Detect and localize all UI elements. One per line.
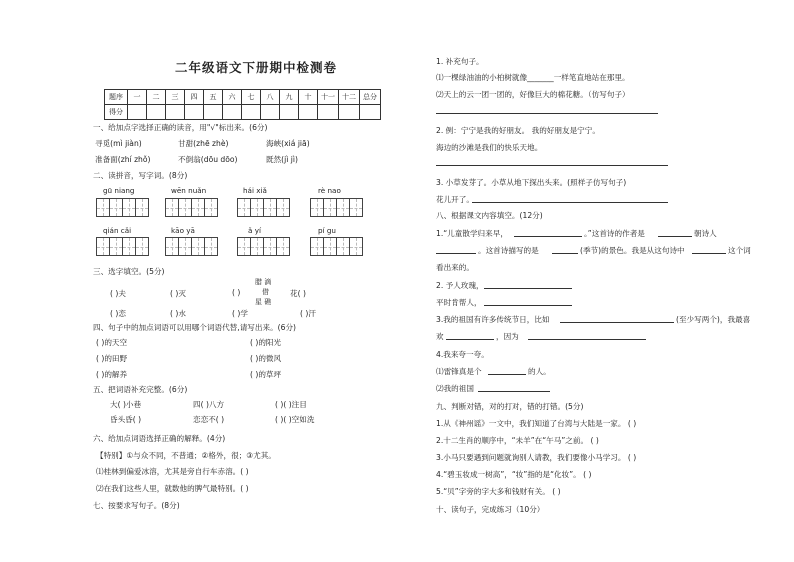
s1-item[interactable]: 不倒翁(dōu dōo) (178, 155, 238, 164)
fill-blank[interactable]: ( )汗 (300, 309, 316, 318)
table-cell: 四 (185, 90, 204, 105)
judge-item[interactable]: 4.“碧玉妆成一树高”，“妆”指的是“化妆”。 ( ) (436, 470, 592, 479)
answer-line[interactable] (552, 253, 578, 254)
pinyin-label: rè nao (318, 186, 341, 195)
fill-blank[interactable]: ( )( )空如洗 (275, 415, 315, 424)
answer-line[interactable] (484, 288, 572, 289)
section-9-heading: 九、判断对错，对的打对，错的打错。(5分) (436, 402, 584, 411)
pinyin-label: qián cǎi (103, 226, 132, 235)
s8-text: 1.“儿童散学归来早， (436, 229, 508, 238)
table-cell: 十 (299, 90, 318, 105)
table-cell: 七 (242, 90, 261, 105)
fill-blank[interactable]: ( )的阳光 (250, 338, 282, 347)
r2-heading: 2. 例：宁宁是我的好朋友。 我的好朋友是宁宁。 (436, 126, 600, 135)
s8-text: (季节)的景色。我是从这句诗中 (580, 246, 685, 255)
s6-item[interactable]: ⑵在我们这些人里，就数他的脾气最特别。( ) (96, 484, 249, 493)
score-input-cell[interactable] (204, 105, 223, 120)
table-cell: 五 (204, 90, 223, 105)
table-cell: 十二 (339, 90, 360, 105)
score-input-cell[interactable] (223, 105, 242, 120)
score-value-row (105, 105, 381, 120)
table-cell: 总分 (360, 90, 381, 105)
r1-heading: 1. 补充句子。 (436, 57, 484, 66)
fill-blank[interactable]: ( )学 (232, 309, 248, 318)
table-cell: 六 (223, 90, 242, 105)
writing-grid[interactable] (96, 237, 149, 256)
fill-blank[interactable]: ( )的微风 (250, 354, 282, 363)
s8-text: 2. 予人玫瑰， (436, 281, 484, 290)
s8-text: 看出来的。 (436, 263, 474, 272)
writing-grid[interactable] (165, 198, 218, 217)
s1-item[interactable]: 既然(jì jì) (266, 155, 298, 164)
answer-line[interactable] (472, 202, 668, 203)
answer-line[interactable] (488, 374, 526, 375)
s8-text: ⑴雷锋真是个 (436, 367, 482, 376)
score-input-cell[interactable] (166, 105, 185, 120)
section-2-heading: 二、读拼音，写字词。(8分) (93, 171, 188, 180)
fill-blank[interactable]: ( )水 (170, 309, 186, 318)
writing-grid[interactable] (237, 198, 290, 217)
pinyin-label: kāo yā (171, 226, 195, 235)
table-cell: 三 (166, 90, 185, 105)
char-options: 星 礁 (255, 298, 272, 306)
judge-item[interactable]: 2.十二生肖的顺序中，“未羊”在“午马”之前。 ( ) (436, 436, 599, 445)
table-cell: 十一 (318, 90, 339, 105)
section-4-heading: 四、句子中的加点词语可以用哪个词语代替,请写出来。(6分) (93, 323, 297, 332)
pinyin-label: wēn nuǎn (171, 186, 207, 195)
answer-line[interactable] (692, 253, 726, 254)
judge-item[interactable]: 3.小马只要遇到问题就询别人请教，我们要像小马学习。 ( ) (436, 453, 637, 462)
s8-text: 的人。 (528, 367, 551, 376)
score-input-cell[interactable] (128, 105, 147, 120)
writing-grid[interactable] (165, 237, 218, 256)
s8-text: (至少写两个)，我最喜 (676, 315, 751, 324)
fill-blank[interactable]: ( ) (232, 288, 241, 297)
s1-item[interactable]: 甘甜(zhē zhè) (178, 139, 229, 148)
answer-line[interactable] (446, 339, 494, 340)
s6-item[interactable]: ⑴桂林到偏爱冰溶，尤其是旁自行车赤溶。( ) (96, 467, 249, 476)
score-table (104, 89, 381, 120)
char-options: 借 (262, 288, 269, 296)
s8-text: 平时肯帮人， (436, 298, 482, 307)
page-title: 二年级语文下册期中检测卷 (175, 60, 338, 75)
s8-text: ，因为 (496, 332, 519, 341)
s1-item[interactable]: 准备面(zhí zhǒ) (95, 155, 151, 164)
answer-line[interactable] (478, 391, 550, 392)
score-input-cell[interactable] (261, 105, 280, 120)
fill-blank[interactable]: 昏头昏( ) (110, 415, 142, 424)
fill-blank[interactable]: 恋恋不( ) (193, 415, 225, 424)
answer-line[interactable] (484, 305, 572, 306)
r2-line: 海边的沙滩是我们的快乐天地。 (436, 143, 543, 152)
section-1-heading: 一、给加点字选择正确的读音，用"√"标出来。(6分) (93, 123, 268, 132)
pinyin-label: ǎ yí (248, 226, 261, 235)
s8-text: 。这首诗描写的是 (478, 246, 539, 255)
score-input-cell[interactable] (318, 105, 339, 120)
char-options: 腊 滴 (255, 278, 272, 286)
fill-blank[interactable]: 大( )小巷 (110, 400, 142, 409)
s8-text: 这个词 (728, 246, 751, 255)
table-cell: 八 (261, 90, 280, 105)
section-7-heading: 七、按要求写句子。(8分) (93, 501, 180, 510)
fill-blank[interactable]: ( )恋 (110, 309, 126, 318)
fill-blank[interactable]: ( )的田野 (96, 354, 128, 363)
s8-text: 欢 (436, 332, 444, 341)
answer-line[interactable] (436, 253, 476, 254)
table-cell: 得分 (105, 105, 128, 120)
table-cell: 九 (280, 90, 299, 105)
s8-text: 3.我的祖国有许多传统节日，比如 (436, 315, 550, 324)
pinyin-label: hái xiǎ (243, 186, 267, 195)
writing-grid[interactable] (96, 198, 149, 217)
judge-item[interactable]: 1.从《神州谣》一文中，我们知道了台湾与大陆是一家。 ( ) (436, 419, 637, 428)
pinyin-label: gū niang (103, 186, 135, 195)
answer-line[interactable] (514, 236, 582, 237)
section-6-heading: 六、给加点词语选择正确的解释。(4分) (93, 434, 226, 443)
s8-text: ⑵我的祖国 (436, 384, 474, 393)
answer-line[interactable] (560, 322, 674, 323)
writing-grid[interactable] (310, 237, 363, 256)
table-cell: 题序 (105, 90, 128, 105)
answer-line[interactable] (436, 165, 668, 166)
s1-item[interactable]: 寻觅(mì jiàn) (95, 139, 142, 148)
score-input-cell[interactable] (242, 105, 261, 120)
writing-grid[interactable] (237, 237, 290, 256)
answer-line[interactable] (436, 113, 658, 114)
answer-line[interactable] (658, 236, 692, 237)
score-input-cell[interactable] (339, 105, 360, 120)
score-input-cell[interactable] (280, 105, 299, 120)
fill-blank[interactable]: ( )灭 (170, 289, 186, 298)
fill-blank[interactable]: ( )夫 (110, 289, 126, 298)
section-8-heading: 八、根据课文内容填空。(12分) (436, 211, 543, 220)
score-header-row (105, 90, 381, 105)
s1-item[interactable]: 海峡(xiá jiā) (266, 139, 310, 148)
fill-blank[interactable]: ( )( )注目 (275, 400, 307, 409)
section-3-heading: 三、选字填空。(5分) (93, 267, 165, 276)
judge-item[interactable]: 5.“贝”字旁的字大多和钱财有关。 ( ) (436, 487, 561, 496)
score-input-cell[interactable] (147, 105, 166, 120)
table-cell: 一 (128, 90, 147, 105)
definition-text: 【特别】①与众不同，不普通；②格外，很；③尤其。 (96, 451, 276, 460)
pinyin-label: pí gu (318, 226, 336, 235)
fill-blank[interactable]: 花( ) (290, 289, 306, 298)
s8-text: 4.我来夸一夸。 (436, 350, 489, 359)
table-cell: 二 (147, 90, 166, 105)
r1-line: ⑵天上的云一团一团的，好像巨大的棉花糖。（仿写句子） (436, 90, 630, 99)
score-input-cell[interactable] (299, 105, 318, 120)
fill-blank[interactable]: 四( )八方 (193, 400, 225, 409)
fill-blank[interactable]: ( )的解养 (96, 370, 128, 379)
s8-text: 朝诗人 (694, 229, 717, 238)
r1-line[interactable]: ⑴一棵绿油油的小柏树就像_______一样笔直地站在那里。 (436, 73, 630, 82)
writing-grid[interactable] (310, 198, 363, 217)
score-input-cell[interactable] (360, 105, 381, 120)
r3-heading: 3. 小草发芽了。小草从地下探出头来。(照样子仿写句子) (436, 178, 627, 187)
answer-line[interactable] (528, 339, 646, 340)
fill-blank[interactable]: ( )的天空 (96, 338, 128, 347)
r3-line: 花儿开了。 (436, 195, 474, 204)
score-input-cell[interactable] (185, 105, 204, 120)
s8-text: 。”这首诗的作者是 (584, 229, 645, 238)
section-10-heading: 十、读句子，完成练习（10分） (436, 505, 545, 514)
section-5-heading: 五、把词语补充完整。(6分) (93, 385, 188, 394)
fill-blank[interactable]: ( )的草坪 (250, 370, 282, 379)
